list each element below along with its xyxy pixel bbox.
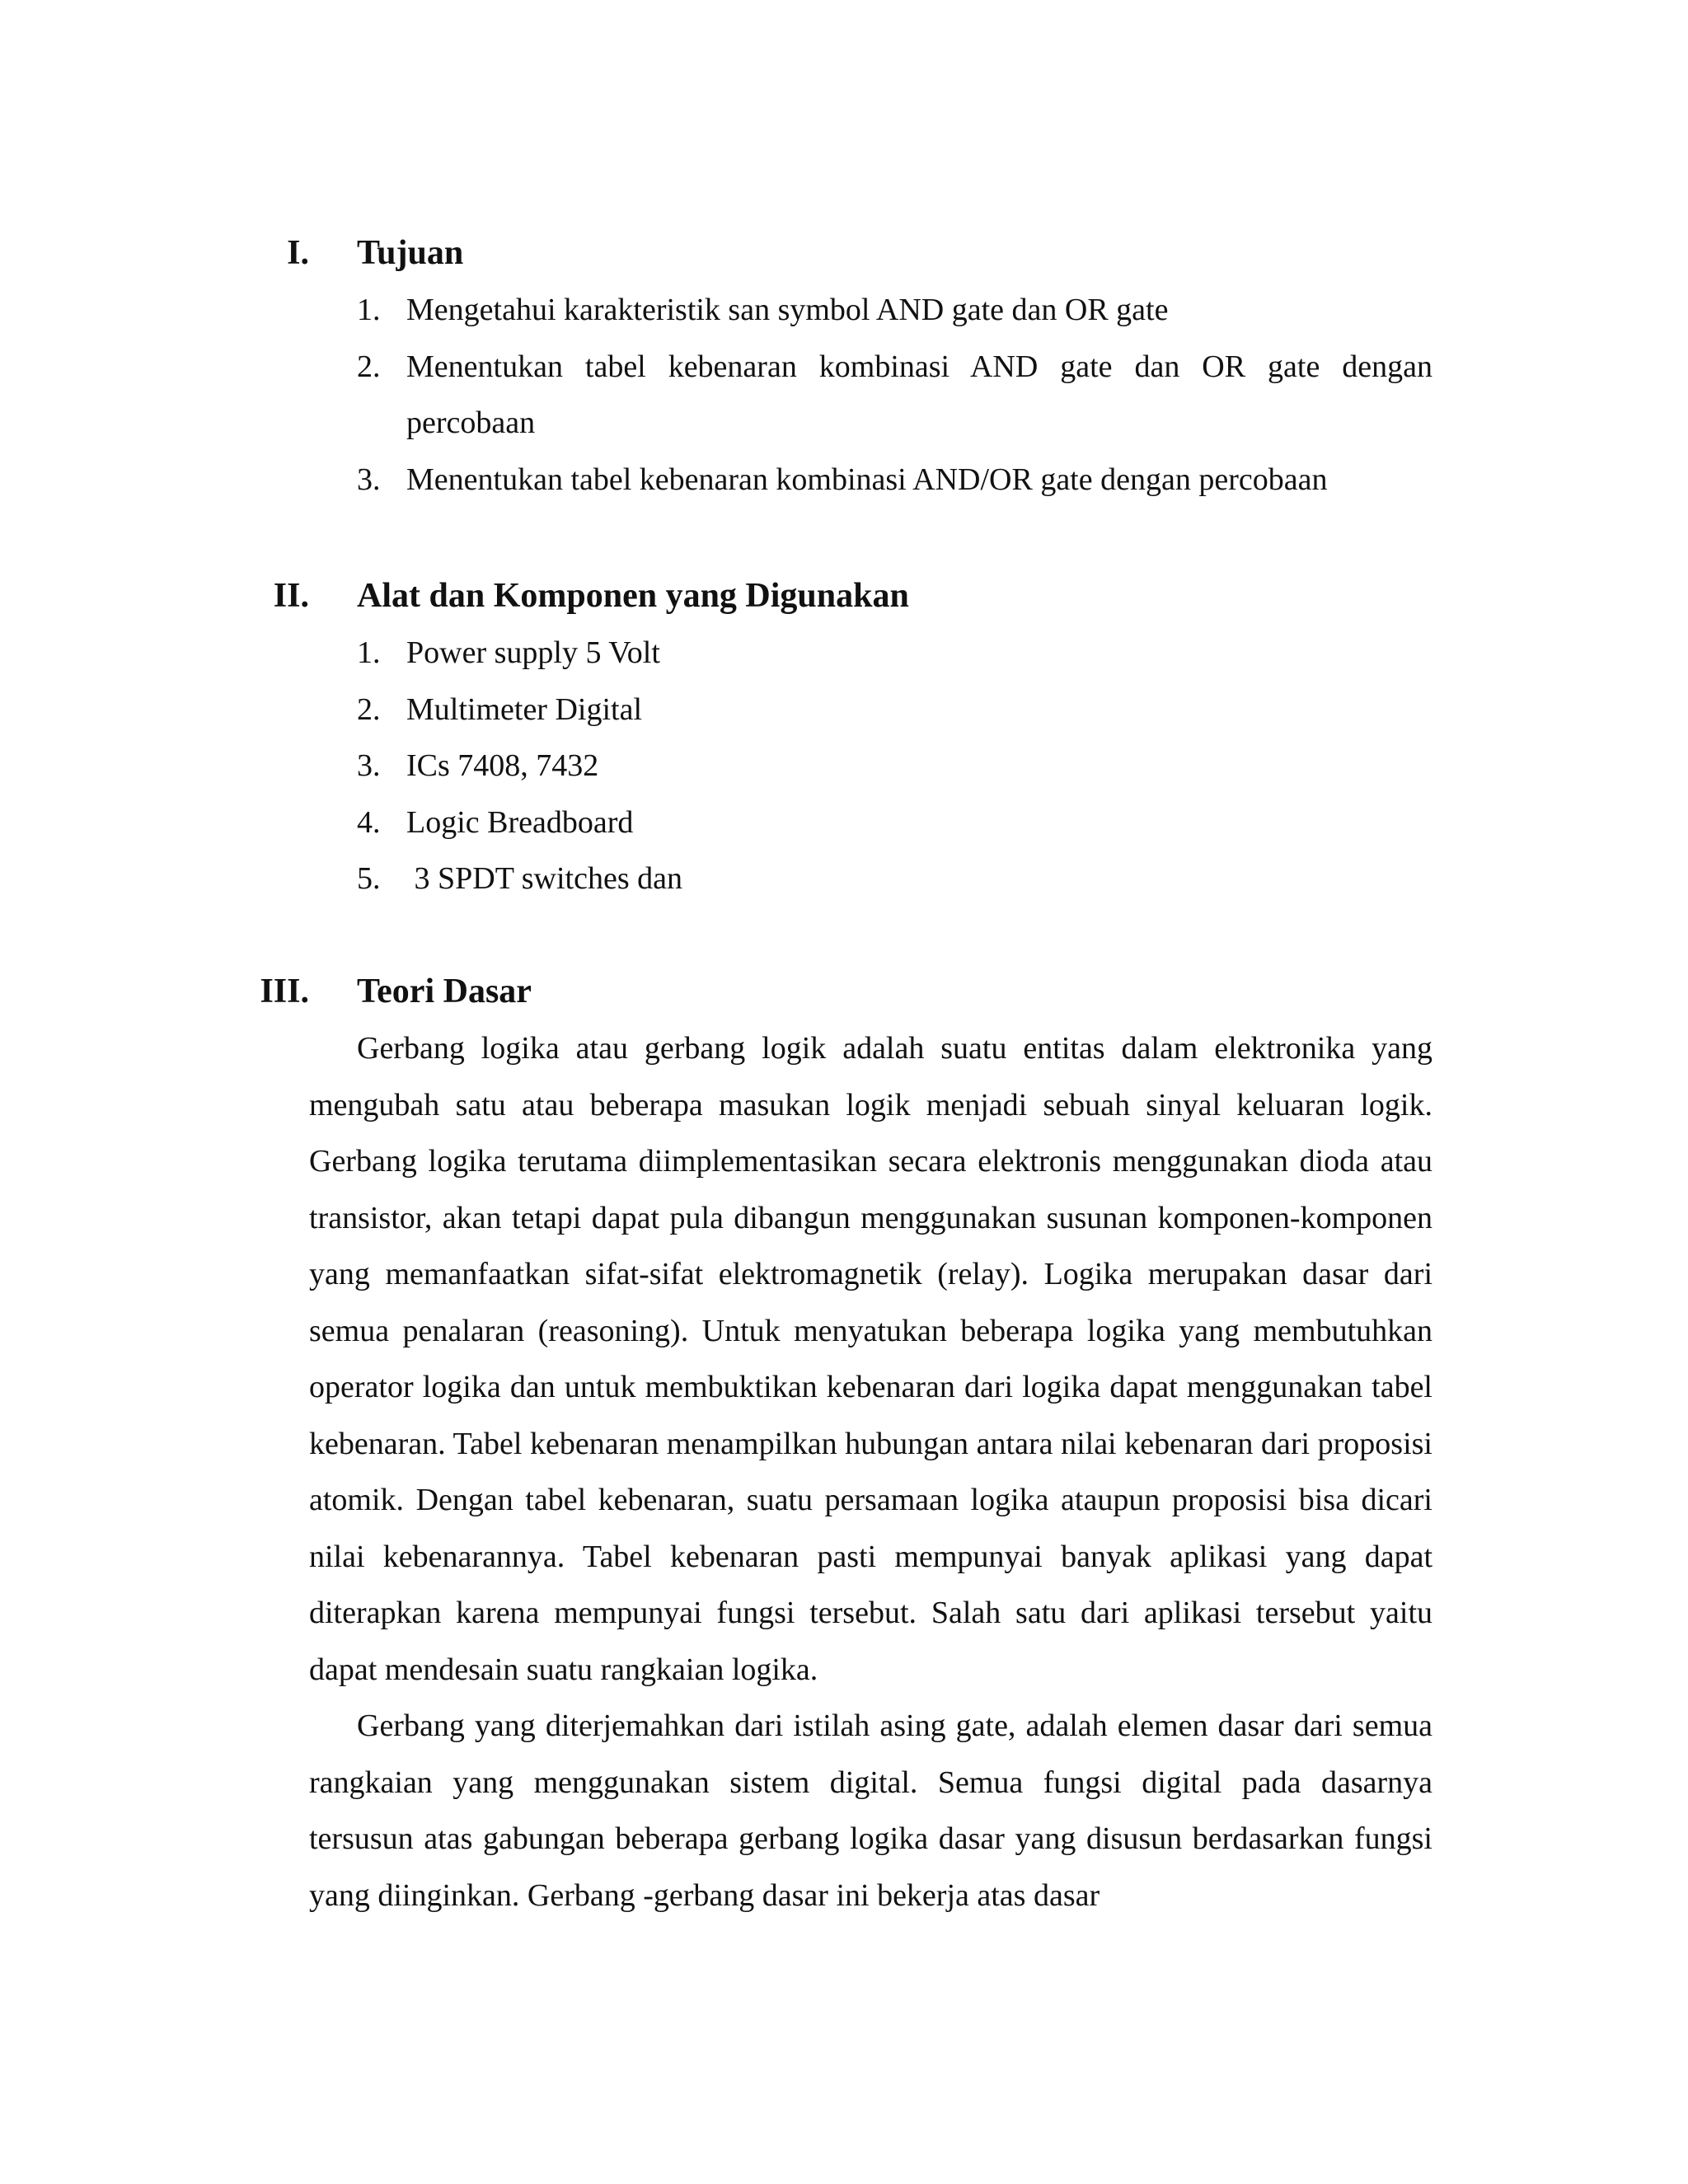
- section-teori-dasar: [0, 963, 1688, 1924]
- list-item: [0, 738, 1432, 794]
- tujuan-list: [0, 282, 1688, 508]
- list-item-number: 1.: [357, 635, 381, 670]
- section-heading: [0, 224, 1688, 282]
- list-item: [0, 682, 1432, 738]
- section-numeral: I.: [287, 234, 309, 272]
- alat-list: [0, 625, 1688, 907]
- section-numeral: II.: [273, 577, 309, 615]
- list-item-text: Logic Breadboard: [406, 804, 634, 840]
- list-item-number: 2.: [357, 691, 381, 727]
- body-paragraph: Gerbang yang diterjemahkan dari istilah asing gate, adalah elemen dasar dari semua rangkaian yang menggunakan sistem digital. Semua fungsi digital pada dasarnya tersusun atas gabungan beberapa gerbang logika dasar yang disusun berdasarkan fungsi yang diinginkan. Gerbang -gerbang dasar ini bekerja atas dasar: [309, 1708, 1432, 1913]
- section-title: Teori Dasar: [357, 972, 532, 1010]
- list-item-text: ICs 7408, 7432: [406, 748, 599, 783]
- list-item-text: Menentukan tabel kebenaran kombinasi AND/OR gate dengan percobaan: [406, 462, 1328, 497]
- body-paragraph: Gerbang logika atau gerbang logik adalah suatu entitas dalam elektronika yang mengubah satu atau beberapa masukan logik menjadi sebuah sinyal keluaran logik. Gerbang logika terutama diimplementasikan secara elektronis menggunakan dioda atau transistor, akan tetapi dapat pula dibangun menggunakan susunan komponen-komponen yang memanfaatkan sifat-sifat elektromagnetik (relay). Logika merupakan dasar dari semua penalaran (reasoning). Untuk menyatukan beberapa logika yang membutuhkan operator logika dan untuk membuktikan kebenaran dari logika dapat menggunakan tabel kebenaran. Tabel kebenaran menampilkan hubungan antara nilai kebenaran dari proposisi atomik. Dengan tabel kebenaran, suatu persamaan logika ataupun proposisi bisa dicari nilai kebenarannya. Tabel kebenaran pasti mempunyai banyak aplikasi yang dapat diterapkan karena mempunyai fungsi tersebut. Salah satu dari aplikasi tersebut yaitu dapat mendesain suatu rangkaian logika.: [309, 1031, 1432, 1687]
- list-item-number: 3.: [357, 462, 381, 497]
- list-item-text: 3 SPDT switches dan: [406, 861, 682, 896]
- section-title: Tujuan: [357, 234, 464, 272]
- list-item-text: Mengetahui karakteristik san symbol AND gate dan OR gate: [406, 293, 1169, 327]
- list-item: [0, 452, 1432, 509]
- list-item: [0, 625, 1432, 682]
- list-item-number: 5.: [357, 861, 381, 896]
- section-alat-komponen: [0, 567, 1688, 907]
- section-numeral: III.: [260, 972, 309, 1010]
- list-item: [0, 282, 1432, 339]
- section-title: Alat dan Komponen yang Digunakan: [357, 577, 909, 615]
- list-item-number: 2.: [357, 349, 381, 384]
- list-item-text: Multimeter Digital: [406, 691, 643, 727]
- list-item-number: 4.: [357, 804, 381, 840]
- section-heading: [0, 567, 1688, 625]
- list-item-number: 3.: [357, 748, 381, 783]
- list-item-number: 1.: [357, 293, 381, 327]
- list-item-text: Power supply 5 Volt: [406, 635, 660, 670]
- list-item: [0, 794, 1432, 851]
- section-tujuan: [0, 224, 1688, 508]
- list-item: [0, 851, 1432, 907]
- list-item: [0, 339, 1432, 452]
- list-item-text: Menentukan tabel kebenaran kombinasi AND gate dan OR gate dengan percobaan: [406, 349, 1432, 440]
- section-heading: [0, 963, 1688, 1020]
